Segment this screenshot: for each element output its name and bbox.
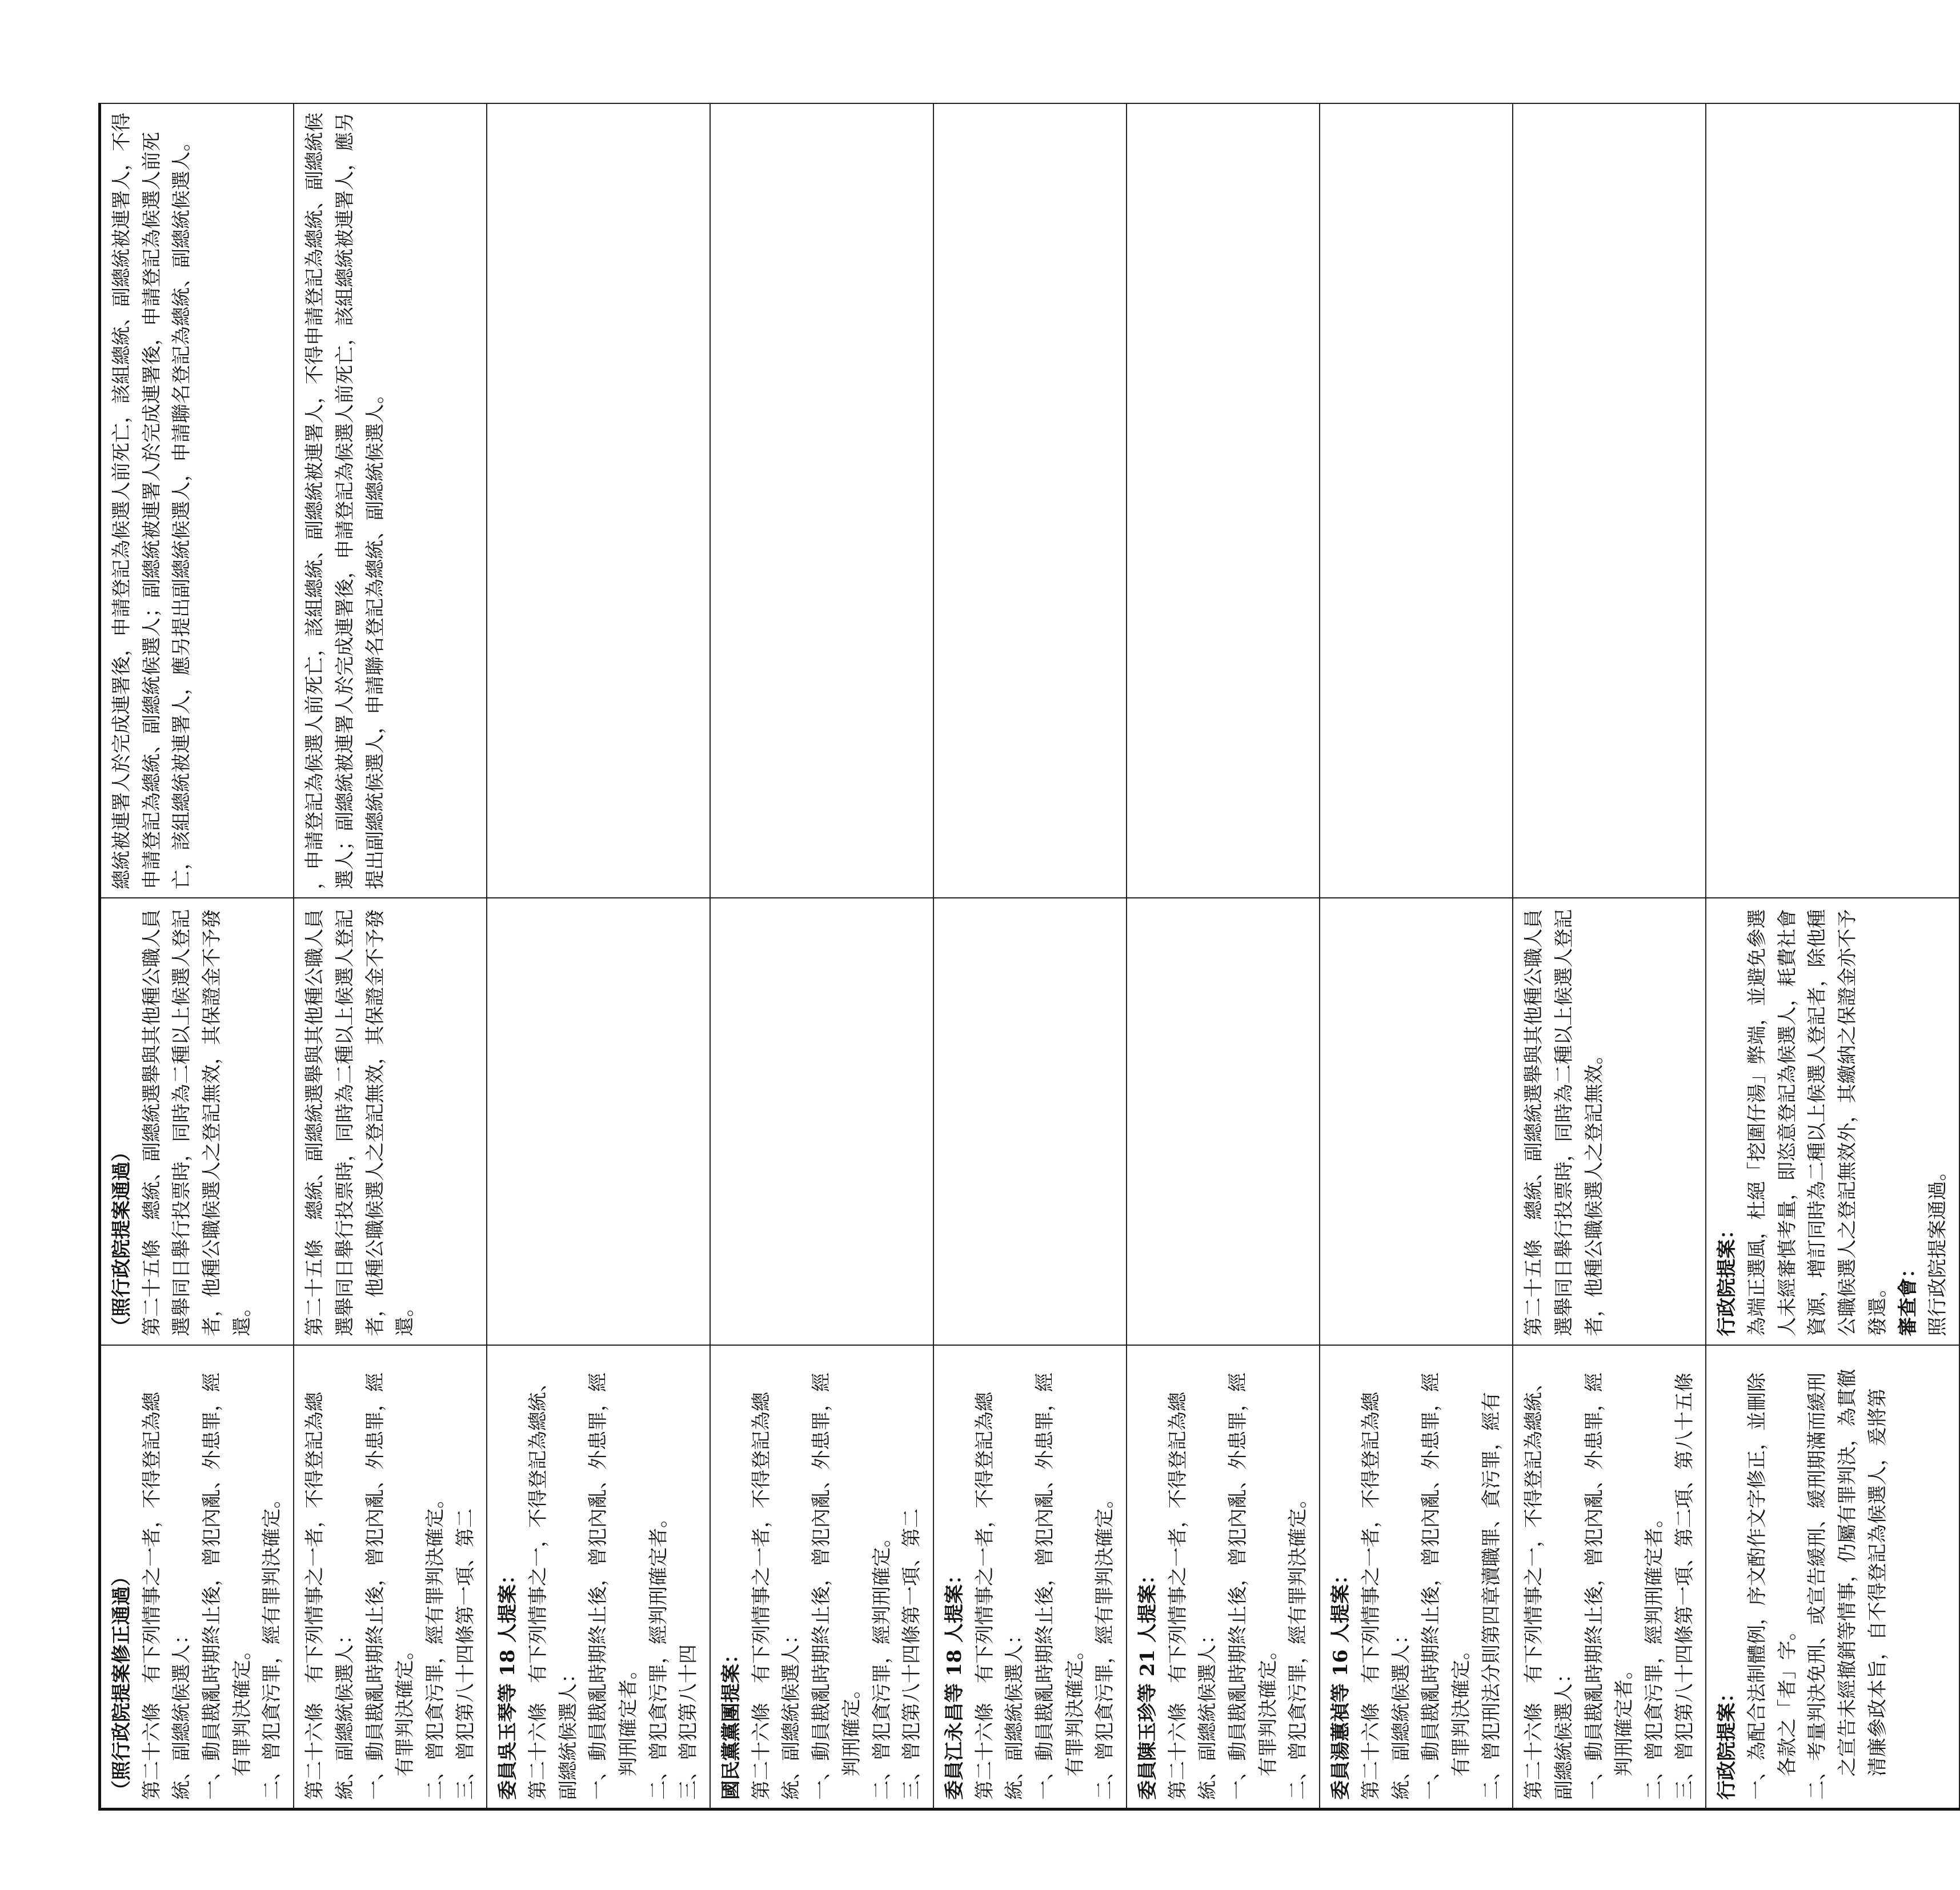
cell-paragraph: 照行政院提案通過。 (1926, 1161, 1950, 1337)
cell-title: 委員湯蕙禎等 16 人提案： (1329, 1565, 1353, 1800)
table-cell (1513, 1345, 1706, 1809)
table-cell (1127, 1345, 1320, 1809)
cell-paragraph: 審查會： (1896, 1258, 1919, 1337)
cell-paragraph: 一、動員戡亂時期終止後，曾犯內亂、外患罪，經判刑確定者。 (587, 1373, 640, 1800)
cell-title: 國民黨黨團提案： (720, 1644, 743, 1800)
cell-title: 委員吳玉琴等 18 人提案： (496, 1565, 520, 1800)
cell-title: 行政院提案： (1715, 1219, 1739, 1337)
table-column-1 (100, 103, 294, 1809)
cell-paragraph: 一、為配合法制體例，序文酌作文字修正，並刪除各款之「者」字。 (1746, 1373, 1799, 1800)
table-column-2 (294, 103, 487, 1809)
cell-paragraph: 為端正選風，杜絕「挖圍仔湯」弊端，並避免參選人未經審慎考量，即恣意登記為候選人，耗費社會資源，增訂同時為二種以上候選人登記者，除他種公職候選人之登記無效外，其繳納之保證金亦不予發還。 (1746, 909, 1889, 1337)
comparison-table (98, 103, 1960, 1811)
table-cell (100, 1345, 294, 1809)
table-column-4 (710, 103, 933, 1809)
table-cell (1127, 898, 1320, 1345)
table-cell (710, 1345, 933, 1809)
table-cell (710, 103, 933, 898)
table-cell (487, 103, 710, 898)
cell-paragraph: 一、動員戡亂時期終止後，曾犯內亂、外患罪，經有罪判決確定。 (1420, 1373, 1473, 1800)
cell-paragraph: 第二十六條 有下列情事之一，不得登記為總統、副總統候選人： (526, 1373, 580, 1800)
table-cell (294, 1345, 487, 1809)
cell-paragraph: 第二十六條 有下列情事之一者，不得登記為總統、副總統候選人： (140, 1392, 194, 1800)
table-cell (294, 103, 487, 898)
table-body (100, 103, 1959, 1809)
cell-paragraph: 三、曾犯第八十四 (677, 1644, 700, 1800)
cell-paragraph: 二、曾犯貪污罪，經判刑確定者。 (647, 1508, 670, 1800)
table-cell (710, 898, 933, 1345)
cell-title: （照行政院提案通過） (110, 1142, 133, 1337)
cell-paragraph: 一、動員戡亂時期終止後，曾犯內亂、外患罪，經有罪判決確定。 (201, 1373, 254, 1800)
table-column-3 (487, 103, 710, 1809)
cell-paragraph: 總統被連署人於完成連署後，申請登記為候選人前死亡，該組總統、副總統被連署人，不得申請登記為總統、副總統候選人；副總統被連署人於完成連署後，申請登記為候選人前死亡，該組總統被連署人，應另提出副總統候選人，申請聯名登記為總統、副總統候選人。 (110, 113, 194, 890)
cell-paragraph: 第二十六條 有下列情事之一者，不得登記為總統、副總統候選人： (1166, 1392, 1220, 1800)
table-column-6 (1127, 103, 1320, 1809)
cell-paragraph: 一、動員戡亂時期終止後，曾犯內亂、外患罪，經判刑確定者。 (1582, 1373, 1636, 1800)
cell-title: 行政院提案： (1715, 1683, 1739, 1800)
table-cell (100, 898, 294, 1345)
table-cell (1127, 103, 1320, 898)
cell-paragraph: 三、曾犯第八十四條第一項、第二 (454, 1508, 477, 1800)
cell-paragraph: 第二十六條 有下列情事之一者，不得登記為總統、副總統候選人： (303, 1392, 356, 1800)
table-cell (487, 898, 710, 1345)
table-cell (1706, 898, 1959, 1345)
document-table-sheet (98, 103, 1950, 1811)
cell-paragraph: 一、動員戡亂時期終止後，曾犯內亂、外患罪，經有罪判決確定。 (1226, 1373, 1280, 1800)
cell-paragraph: 第二十五條 總統、副總統選舉與其他種公職人員選舉同日舉行投票時，同時為二種以上候選人登記者，他種公職候選人之登記無效。 (1522, 909, 1606, 1337)
cell-paragraph: 二、曾犯貪污罪，經判刑確定者。 (1643, 1508, 1666, 1800)
table-cell (487, 1345, 710, 1809)
table-cell (1320, 1345, 1513, 1809)
cell-title: 委員江永昌等 18 人提案： (943, 1565, 966, 1800)
table-column-5 (933, 103, 1127, 1809)
cell-paragraph: 二、曾犯貪污罪，經有罪判決確定。 (1093, 1489, 1117, 1800)
cell-paragraph: 一、動員戡亂時期終止後，曾犯內亂、外患罪，經判刑確定。 (810, 1373, 863, 1800)
cell-paragraph: 第二十六條 有下列情事之一者，不得登記為總統、副總統候選人： (1359, 1392, 1413, 1800)
table-cell (1320, 103, 1513, 898)
cell-paragraph: 一、動員戡亂時期終止後，曾犯內亂、外患罪，經有罪判決確定。 (1033, 1373, 1087, 1800)
cell-paragraph: 三、曾犯第八十四條第一項、第二項、第八十五條 (1673, 1373, 1696, 1800)
table-cell (933, 898, 1127, 1345)
cell-paragraph: 二、曾犯貪污罪，經有罪判決確定。 (260, 1489, 284, 1800)
table-cell (1320, 898, 1513, 1345)
table-cell (1513, 103, 1706, 898)
table-cell (933, 103, 1127, 898)
cell-paragraph: 一、動員戡亂時期終止後，曾犯內亂、外患罪，經有罪判決確定。 (363, 1373, 417, 1800)
table-cell (100, 103, 294, 898)
table-cell (1513, 898, 1706, 1345)
cell-paragraph: 第二十六條 有下列情事之一者，不得登記為總統、副總統候選人： (749, 1392, 803, 1800)
cell-paragraph: ，申請登記為候選人前死亡，該組總統、副總統被連署人，不得申請登記為總統、副總統候選人；副總統被連署人於完成連署後，申請登記為候選人前死亡，該組總統被連署人，應另提出副總統候選人，申請聯名登記為總統、副總統候選人。 (303, 113, 387, 890)
cell-paragraph: 三、曾犯第八十四條第一項、第二 (900, 1508, 924, 1800)
table-column-8 (1513, 103, 1706, 1809)
table-column-7 (1320, 103, 1513, 1809)
table-cell (1706, 1345, 1959, 1809)
cell-paragraph: 第二十六條 有下列情事之一，不得登記為總統、副總統候選人： (1522, 1373, 1576, 1800)
table-cell (1706, 103, 1959, 898)
table-cell (933, 1345, 1127, 1809)
cell-paragraph: 第二十五條 總統、副總統選舉與其他種公職人員選舉同日舉行投票時，同時為二種以上候選人登記者，他種公職候選人之登記無效，其保證金不予發還。 (303, 909, 417, 1337)
table-column-9 (1706, 103, 1959, 1809)
cell-paragraph: 二、曾犯貪污罪，經有罪判決確定。 (423, 1489, 447, 1800)
cell-paragraph: 第二十六條 有下列情事之一者，不得登記為總統、副總統候選人： (973, 1392, 1027, 1800)
cell-paragraph: 二、曾犯貪污罪，經判刑確定。 (870, 1528, 893, 1800)
cell-paragraph: 第二十五條 總統、副總統選舉與其他種公職人員選舉同日舉行投票時，同時為二種以上候選人登記者，他種公職候選人之登記無效，其保證金不予發還。 (140, 909, 254, 1337)
cell-title: 委員陳玉珍等 21 人提案： (1136, 1565, 1159, 1800)
cell-paragraph: 二、曾犯貪污罪，經有罪判決確定。 (1286, 1489, 1310, 1800)
cell-paragraph: 二、曾犯刑法分則第四章瀆職罪、貪污罪，經有 (1480, 1392, 1503, 1800)
table-cell (294, 898, 487, 1345)
cell-paragraph: 二、考量判決免刑、或宣告緩刑、緩刑期滿而緩刑之宣告未經撤銷等情事，仍屬有罪判決，為貫徹清廉參政本旨，自不得登記為候選人，爰將第 (1806, 1369, 1889, 1800)
cell-title: （照行政院提案修正通過） (110, 1567, 133, 1800)
